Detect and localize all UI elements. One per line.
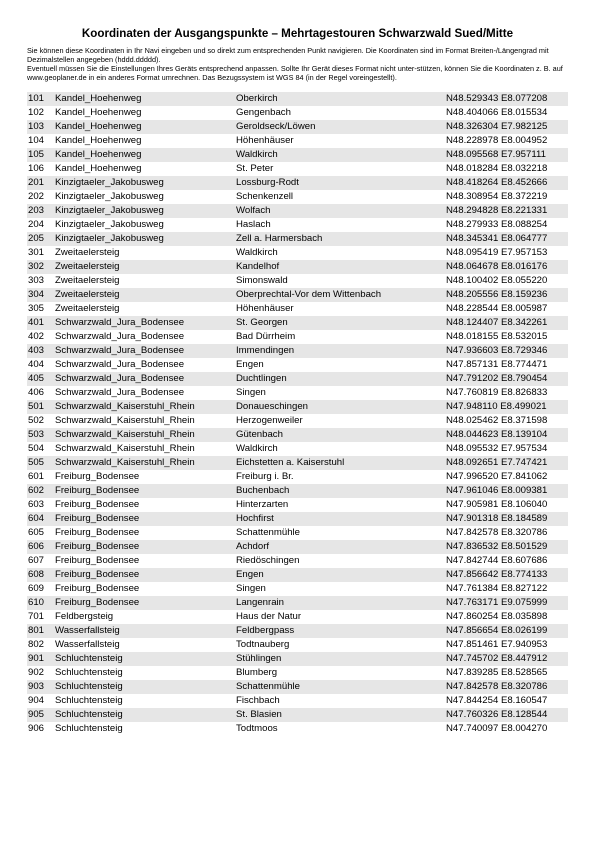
row-number: 404 <box>28 359 45 371</box>
start-point: Freiburg i. Br. <box>236 471 294 483</box>
tour-name: Wasserfallsteig <box>54 624 235 638</box>
table-row <box>27 442 568 456</box>
coordinates-table <box>27 92 568 736</box>
start-point: St. Georgen <box>235 316 445 330</box>
tour-name: Zweitaelersteig <box>54 260 235 274</box>
tour-name: Freiburg_Bodensee <box>54 484 235 498</box>
coordinates: N48.308954 E8.372219 <box>446 191 548 203</box>
table-row <box>27 526 568 540</box>
start-point: Zell a. Harmersbach <box>235 232 445 246</box>
coordinates: N48.095532 E7.957534 <box>446 443 548 455</box>
table-row <box>27 302 568 316</box>
coordinates: N47.740097 E8.004270 <box>446 723 548 735</box>
start-point: Singen <box>236 583 266 595</box>
tour-name: Schluchtensteig <box>54 708 235 722</box>
start-point: Todtnauberg <box>236 639 290 651</box>
intro-paragraph-2: Eventuell müssen Sie die Einstellungen Ihres Geräts entsprechend anpassen. Sollte Ihr Gerät dieses Format nicht unter-stützen, können Sie die Koordinaten z. B. auf www.geoplaner.de in ein anderes Format umrechnen. Das Bezugssystem ist WGS 84 (in der Regel voreingestellt). <box>27 64 563 83</box>
tour-name: Kinzigtaeler_Jakobusweg <box>54 204 235 218</box>
start-point: Stühlingen <box>235 652 445 666</box>
row-number: 305 <box>28 303 45 315</box>
tour-name: Schwarzwald_Kaiserstuhl_Rhein <box>54 456 235 470</box>
coordinates: N48.345341 E8.064777 <box>445 232 568 246</box>
tour-name: Schluchtensteig <box>55 695 123 707</box>
coordinates: N48.228544 E8.005987 <box>446 303 548 315</box>
row-number: 303 <box>28 275 45 287</box>
coordinates: N48.294828 E8.221331 <box>445 204 568 218</box>
table-row <box>27 582 568 596</box>
coordinates: N47.836532 E8.501529 <box>445 540 568 554</box>
start-point: Gütenbach <box>235 428 445 442</box>
table-row <box>27 316 568 330</box>
start-point: Hinterzarten <box>236 499 289 511</box>
start-point: Achdorf <box>235 540 445 554</box>
tour-name: Freiburg_Bodensee <box>55 499 140 511</box>
row-number: 801 <box>27 624 54 638</box>
start-point: Kandelhof <box>235 260 445 274</box>
start-point: St. Blasien <box>235 708 445 722</box>
tour-name: Kandel_Hoehenweg <box>54 120 235 134</box>
row-number: 101 <box>27 92 54 106</box>
start-point: Oberkirch <box>235 92 445 106</box>
tour-name: Freiburg_Bodensee <box>55 527 140 539</box>
start-point: Immendingen <box>235 344 445 358</box>
tour-name: Schwarzwald_Jura_Bodensee <box>55 359 185 371</box>
table-row <box>27 162 568 176</box>
start-point: Waldkirch <box>235 148 445 162</box>
tour-name: Kandel_Hoehenweg <box>54 148 235 162</box>
coordinates: N48.064678 E8.016176 <box>445 260 568 274</box>
row-number: 403 <box>27 344 54 358</box>
table-row <box>27 596 568 610</box>
start-point: Waldkirch <box>236 247 278 259</box>
coordinates: N48.044623 E8.139104 <box>445 428 568 442</box>
row-number: 301 <box>28 247 45 259</box>
coordinates: N48.124407 E8.342261 <box>445 316 568 330</box>
table-row <box>27 652 568 666</box>
table-row <box>27 386 568 400</box>
tour-name: Zweitaelersteig <box>54 288 235 302</box>
table-row <box>27 218 568 232</box>
tour-name: Kinzigtaeler_Jakobusweg <box>55 191 164 203</box>
row-number: 608 <box>27 568 54 582</box>
table-row <box>27 470 568 484</box>
start-point: Duchtlingen <box>235 372 445 386</box>
row-number: 501 <box>27 400 54 414</box>
tour-name: Kandel_Hoehenweg <box>55 135 142 147</box>
table-row <box>27 176 568 190</box>
coordinates: N47.961046 E8.009381 <box>445 484 568 498</box>
tour-name: Schwarzwald_Jura_Bodensee <box>55 387 185 399</box>
row-number: 903 <box>27 680 54 694</box>
table-row <box>27 288 568 302</box>
table-row <box>27 134 568 148</box>
coordinates: N47.856642 E8.774133 <box>445 568 568 582</box>
start-point: Donaueschingen <box>235 400 445 414</box>
table-row <box>27 246 568 260</box>
row-number: 904 <box>28 695 45 707</box>
table-row <box>27 358 568 372</box>
coordinates: N47.860254 E8.035898 <box>446 611 548 623</box>
start-point: Haus der Natur <box>236 611 302 623</box>
start-point: Lossburg-Rodt <box>235 176 445 190</box>
row-number: 106 <box>28 163 45 175</box>
tour-name: Freiburg_Bodensee <box>55 555 140 567</box>
row-number: 202 <box>28 191 45 203</box>
start-point: Geroldseck/Löwen <box>235 120 445 134</box>
tour-name: Schwarzwald_Kaiserstuhl_Rhein <box>55 415 195 427</box>
table-row <box>27 484 568 498</box>
tour-name: Freiburg_Bodensee <box>55 583 140 595</box>
table-row <box>27 372 568 386</box>
row-number: 204 <box>28 219 45 231</box>
tour-name: Schwarzwald_Kaiserstuhl_Rhein <box>54 428 235 442</box>
tour-name: Schwarzwald_Jura_Bodensee <box>54 372 235 386</box>
coordinates: N47.842744 E8.607686 <box>446 555 548 567</box>
coordinates: N48.018284 E8.032218 <box>446 163 548 175</box>
tour-name: Zweitaelersteig <box>55 247 120 259</box>
start-point: Bad Dürrheim <box>236 331 296 343</box>
coordinates: N48.025462 E8.371598 <box>446 415 548 427</box>
table-row <box>27 694 568 708</box>
row-number: 604 <box>27 512 54 526</box>
coordinates: N48.404066 E8.015534 <box>446 107 548 119</box>
start-point: Wolfach <box>235 204 445 218</box>
table-row <box>27 456 568 470</box>
row-number: 502 <box>28 415 45 427</box>
tour-name: Schwarzwald_Jura_Bodensee <box>54 344 235 358</box>
coordinates: N47.842578 E8.320786 <box>445 680 568 694</box>
start-point: Gengenbach <box>236 107 291 119</box>
table-row <box>27 498 568 512</box>
start-point: Herzogenweiler <box>236 415 303 427</box>
start-point: Singen <box>236 387 266 399</box>
row-number: 603 <box>28 499 45 511</box>
intro-text <box>27 46 568 82</box>
coordinates: N47.856654 E8.026199 <box>445 624 568 638</box>
tour-name: Kandel_Hoehenweg <box>55 107 142 119</box>
coordinates: N47.763171 E9.075999 <box>445 596 568 610</box>
tour-name: Feldbergsteig <box>55 611 114 623</box>
row-number: 605 <box>28 527 45 539</box>
coordinates: N48.279933 E8.088254 <box>446 219 548 231</box>
row-number: 601 <box>28 471 45 483</box>
document-page <box>27 27 568 736</box>
intro-paragraph-1: Sie können diese Koordinaten in Ihr Navi eingeben und so direkt zum entsprechenden Punkt navigieren. Die Koordinaten sind im Format Breiten-/Längengrad mit Dezimalstellen angegeben (hddd.ddddd). <box>27 46 549 65</box>
table-row <box>27 204 568 218</box>
coordinates: N47.745702 E8.447912 <box>445 652 568 666</box>
start-point: Höhenhäuser <box>236 135 294 147</box>
row-number: 406 <box>28 387 45 399</box>
tour-name: Schluchtensteig <box>54 680 235 694</box>
start-point: Eichstetten a. Kaiserstuhl <box>235 456 445 470</box>
row-number: 607 <box>28 555 45 567</box>
start-point: Feldbergpass <box>235 624 445 638</box>
coordinates: N48.326304 E7.982125 <box>445 120 568 134</box>
start-point: Oberprechtal-Vor dem Wittenbach <box>235 288 445 302</box>
row-number: 802 <box>28 639 45 651</box>
row-number: 602 <box>27 484 54 498</box>
table-row <box>27 274 568 288</box>
row-number: 102 <box>28 107 45 119</box>
table-row <box>27 400 568 414</box>
start-point: Schattenmühle <box>235 680 445 694</box>
start-point: Engen <box>236 359 264 371</box>
row-number: 103 <box>27 120 54 134</box>
table-row <box>27 568 568 582</box>
tour-name: Kandel_Hoehenweg <box>54 92 235 106</box>
tour-name: Schwarzwald_Kaiserstuhl_Rhein <box>55 443 195 455</box>
row-number: 606 <box>27 540 54 554</box>
tour-name: Kinzigtaeler_Jakobusweg <box>55 219 164 231</box>
coordinates: N47.901318 E8.184589 <box>445 512 568 526</box>
row-number: 105 <box>27 148 54 162</box>
coordinates: N48.418264 E8.452666 <box>445 176 568 190</box>
start-point: Buchenbach <box>235 484 445 498</box>
page-title: Koordinaten der Ausgangspunkte – Mehrtagestouren Schwarzwald Sued/Mitte <box>81 27 514 40</box>
row-number: 401 <box>27 316 54 330</box>
row-number: 701 <box>28 611 45 623</box>
coordinates: N47.760819 E8.826833 <box>446 387 548 399</box>
start-point: Fischbach <box>236 695 280 707</box>
tour-name: Zweitaelersteig <box>55 275 120 287</box>
row-number: 505 <box>27 456 54 470</box>
tour-name: Freiburg_Bodensee <box>54 596 235 610</box>
coordinates: N47.844254 E8.160547 <box>446 695 548 707</box>
row-number: 203 <box>27 204 54 218</box>
coordinates: N47.839285 E8.528565 <box>446 667 548 679</box>
coordinates: N47.760326 E8.128544 <box>445 708 568 722</box>
coordinates: N47.905981 E8.106040 <box>446 499 548 511</box>
row-number: 901 <box>27 652 54 666</box>
table-row <box>27 540 568 554</box>
row-number: 201 <box>27 176 54 190</box>
row-number: 504 <box>28 443 45 455</box>
table-row <box>27 610 568 624</box>
row-number: 304 <box>27 288 54 302</box>
coordinates: N47.996520 E7.841062 <box>446 471 548 483</box>
table-row <box>27 148 568 162</box>
tour-name: Schwarzwald_Jura_Bodensee <box>54 316 235 330</box>
tour-name: Schluchtensteig <box>55 667 123 679</box>
coordinates: N48.228978 E8.004952 <box>446 135 548 147</box>
table-row <box>27 512 568 526</box>
start-point: Haslach <box>236 219 271 231</box>
table-row <box>27 554 568 568</box>
table-row <box>27 708 568 722</box>
table-row <box>27 638 568 652</box>
coordinates: N47.948110 E8.499021 <box>445 400 568 414</box>
table-row <box>27 190 568 204</box>
row-number: 402 <box>28 331 45 343</box>
row-number: 302 <box>27 260 54 274</box>
start-point: Engen <box>235 568 445 582</box>
start-point: St. Peter <box>236 163 274 175</box>
tour-name: Freiburg_Bodensee <box>54 512 235 526</box>
tour-name: Schwarzwald_Kaiserstuhl_Rhein <box>54 400 235 414</box>
table-row <box>27 106 568 120</box>
tour-name: Zweitaelersteig <box>55 303 120 315</box>
table-row <box>27 344 568 358</box>
tour-name: Schluchtensteig <box>54 652 235 666</box>
row-number: 104 <box>28 135 45 147</box>
row-number: 905 <box>27 708 54 722</box>
start-point: Schenkenzell <box>236 191 294 203</box>
coordinates: N47.851461 E7.940953 <box>446 639 548 651</box>
coordinates: N47.761384 E8.827122 <box>446 583 548 595</box>
table-row <box>27 722 568 736</box>
row-number: 503 <box>27 428 54 442</box>
coordinates: N47.857131 E8.774471 <box>446 359 548 371</box>
coordinates: N47.842578 E8.320786 <box>446 527 548 539</box>
table-row <box>27 624 568 638</box>
table-row <box>27 680 568 694</box>
coordinates: N48.095419 E7.957153 <box>446 247 548 259</box>
row-number: 405 <box>27 372 54 386</box>
coordinates: N48.095568 E7.957111 <box>445 148 568 162</box>
table-row <box>27 232 568 246</box>
row-number: 906 <box>28 723 45 735</box>
row-number: 609 <box>28 583 45 595</box>
start-point: Schattenmühle <box>236 527 300 539</box>
tour-name: Schwarzwald_Jura_Bodensee <box>55 331 185 343</box>
tour-name: Freiburg_Bodensee <box>55 471 140 483</box>
table-row <box>27 92 568 106</box>
coordinates: N48.205556 E8.159236 <box>445 288 568 302</box>
start-point: Simonswald <box>236 275 288 287</box>
coordinates: N48.018155 E8.532015 <box>446 331 548 343</box>
start-point: Waldkirch <box>236 443 278 455</box>
start-point: Langenrain <box>235 596 445 610</box>
start-point: Blumberg <box>236 667 278 679</box>
row-number: 205 <box>27 232 54 246</box>
table-row <box>27 428 568 442</box>
row-number: 610 <box>27 596 54 610</box>
start-point: Riedöschingen <box>236 555 300 567</box>
tour-name: Kinzigtaeler_Jakobusweg <box>54 232 235 246</box>
coordinates: N48.100402 E8.055220 <box>446 275 548 287</box>
coordinates: N48.529343 E8.077208 <box>445 92 568 106</box>
row-number: 902 <box>28 667 45 679</box>
tour-name: Kandel_Hoehenweg <box>55 163 142 175</box>
tour-name: Wasserfallsteig <box>55 639 120 651</box>
table-row <box>27 666 568 680</box>
coordinates: N47.791202 E8.790454 <box>445 372 568 386</box>
start-point: Hochfirst <box>235 512 445 526</box>
start-point: Todtmoos <box>236 723 278 735</box>
tour-name: Kinzigtaeler_Jakobusweg <box>54 176 235 190</box>
coordinates: N47.936603 E8.729346 <box>445 344 568 358</box>
table-row <box>27 120 568 134</box>
table-row <box>27 330 568 344</box>
table-row <box>27 260 568 274</box>
tour-name: Freiburg_Bodensee <box>54 540 235 554</box>
table-row <box>27 414 568 428</box>
tour-name: Schluchtensteig <box>55 723 123 735</box>
coordinates: N48.092651 E7.747421 <box>445 456 568 470</box>
tour-name: Freiburg_Bodensee <box>54 568 235 582</box>
start-point: Höhenhäuser <box>236 303 294 315</box>
